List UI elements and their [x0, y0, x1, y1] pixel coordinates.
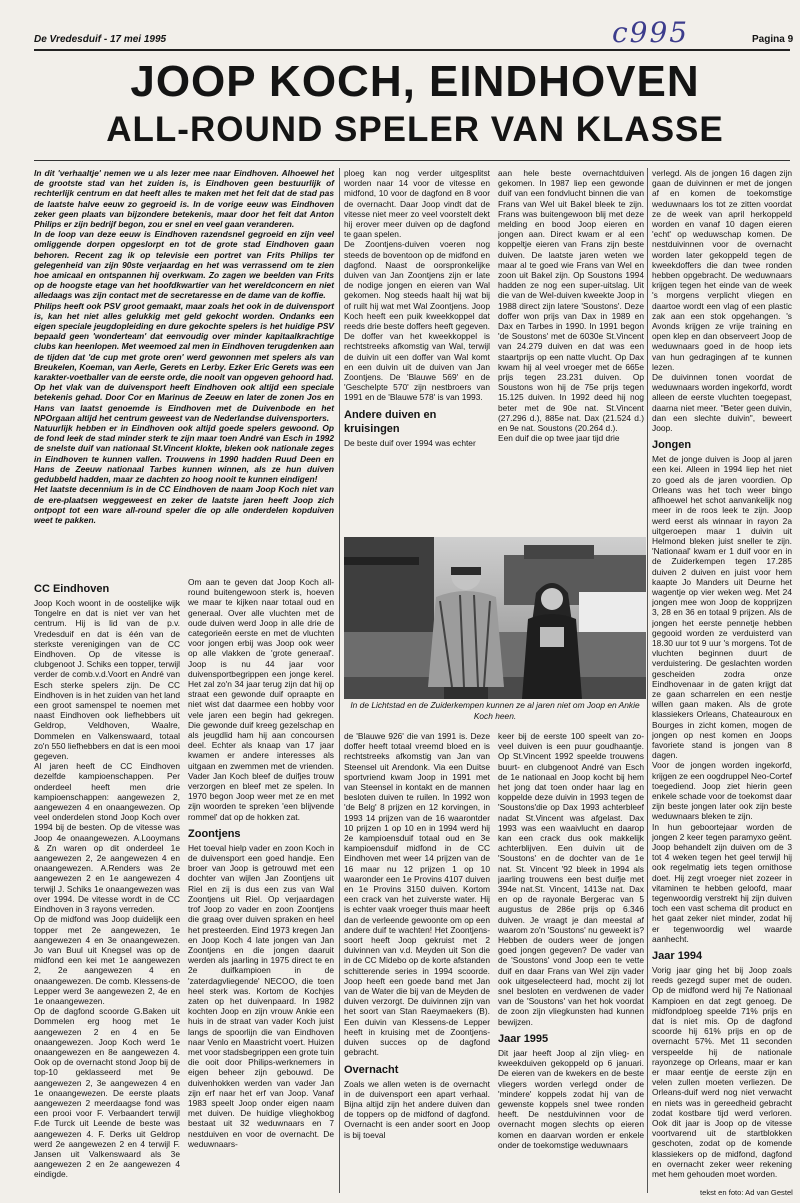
body-paragraph: Op de midfond was Joop duidelijk een topper met 2e aangewezen, 1e aangewezen 4 en 3e onaangewezen. Jo van Buul uit Knegsel was op de midfond een kei met 1e aangewezen 2, 2e aangewezen 4 en onaangewezen. De comb. Klessens-de Lepper werd 3e aangewezen 2, 4e en 1e onaangewezen.	[34, 914, 180, 1006]
body-paragraph: aan hele beste overnachtduiven gekomen. In 1987 liep een gewonde duif van een fondvlucht binnen die van Frans van Wel uit Bakel bleek te zijn. Frans was buitengewoon blij met deze melding en bood Joop eieren en jongen aan. Direct kwam er al een koppeltje eieren van Frans zijn beste duiven. De laatste jaren weten we maar al te goed wie Frans van Wel en zoon uit Bakel zijn. Op Soustons 1994 hadden ze nog een super-uitslag. Uit die van de Wel-duiven kweekte Joop in 1988 direct zijn latere 'Soustons'. Deze doffer won prijs van Dax in 1989 en Dax en Tarbes in 1990. In 1991 begon 'de Soustons' met de 6030e St.Vincent van 24.279 duiven en dat was een staartprijs op een natte vlucht. Op Dax kwam hij al veel vroeger met de 665e prijs tegen 23.231 duiven. Op Soustons won hij de 75e prijs tegen 15.125 duiven. In 1992 deed hij nog beter met de 90e nat. St.Vincent (27.296 d.), 885e nat. Dax (21.524 d.) en 9e nat. Soustons (20.264 d.).	[498, 168, 644, 434]
subheadline: ALL-ROUND SPELER VAN KLASSE	[106, 110, 724, 149]
body-paragraph: verlegd. Als de jongen 16 dagen zijn gaan de duivinnen er met de jongen af en komen de toekomstige weduwnaars los tot ze zitten voordat ze de week van april herkoppeld worden en vanaf 10 dagen eieren 'echt' op weduwschap komen. De nestduivinnen voor de overnacht worden later gekoppeld tegen de kweekdoffers die dan twee ronden hebben opgebracht. De weduwnaars krijgen tegen het einde van de week 's morgens verplicht vliegen en daartoe wordt een vlag of een plastic zak aan een stok opgehangen. 's Avonds krijgen ze vrije training en open klep en dan observeert Joop de weduwnaars goed in de hoop iets van hun gedragingen af te kunnen lezen.	[652, 168, 792, 372]
page-number: Pagina 9	[752, 34, 794, 45]
column-4	[498, 168, 644, 528]
header-rule	[34, 49, 790, 51]
body-paragraph: Een duif die op twee jaar tijd drie	[498, 433, 620, 444]
section-heading: CC Eindhoven	[34, 583, 110, 595]
body-paragraph: De beste duif over 1994 was echter	[344, 437, 476, 448]
body-paragraph: Het toeval hielp vader en zoon Koch in de duivensport een goed handje. Een broer van Joop is getrouwd met een dochter van wijlen Jan Zoontjens uit Riel en zij is dus een zus van Wal Zoontjens uit Riel. Op verjaardagen trof Joop zo vader en zoon Zoontjens die graag over duiven spraken en heel het presteerden. Eind 1973 kregen Jan en Joop Koch 4 late jongen van Jan Zoontjens en die jongen daaruit werden als jaarling in 1975 direct te en 2e duifkampioen in de 'zaterdagvliegende' NECOO, die toen heel sterk was. Kortom de Kochjes zaten op het duivenpaard. In 1982 kochten Joop en zijn vrouw Ankie een huis in de straat van vader Koch juist langs de spoorlijn die van Eindhoven naar Venlo en Maastricht voert. Huizen met voor stadsbegrippen een grote tuin die ooit door Philips-werknemers in eigen beheer zijn gebouwd. De duivenhokken werden van vader Jan zijn erf naar het erf van Joop. Vanaf 1983 speelt Joop onder eigen naam met duiven. De huidige vlieghokbog bestaat uit 32 weduwnaars en 7 nestduiven en voor de overnacht. De weduwnaars-	[188, 842, 334, 1149]
body-paragraph: Met de jonge duiven is Joop al jaren een kei. Alleen in 1994 liep het niet zo goed als de jaren voordien. Op Orleans was het toch weer bingo aflhoewel het schot aanvankelijk nog meer in de roos leek te zijn. Joop werd eerst als winnaar in rayon 2a uitgeroepen maar 1 duivin uit Helmond bleken juist sneller te zijn. 'Nationaal' kwam er 1 duif voor en in de Zuiderkempen tegen 17.285 duiven 2 duiven en juist voor hem kaapte Jo Manders uit Deurne het wagentje op vier weken weg. Met 24 jongen mee won Joop de kopprijzen 3, 28 en 36 en totaal 9 prijzen. Als de jongen het eerste pennetje hebben gegooid worden ze verduisterd van 18.30 uur tot 9 uur 's morgens. Tot de vluchten beginnen duurt de verduistering. De geslachten worden gescheiden zodra onze Eindhovenaar in de gaten krijgt dat ze gaan scharrelen en een nestje willen gaan maken. Als de grote klassiekers Orleans, Chateauroux en Bourges in zicht komen, mogen de jongen op nest komen en Joops favoriete stand is jongen van 8 dagen.	[652, 454, 792, 761]
intro-paragraph: Op het vlak van de duivensport heeft Eindhoven ook altijd een speciale betekenis gehad. Door Cor en Marinus de Zeeuw en later de zonen Jos en Hans van laatst genoemde is Eindhoven met de Duivenbode en het NPOrgaan altijd het centrum geweest van de Nederlandse duivensporters.	[34, 382, 334, 423]
body-paragraph: Vorig jaar ging het bij Joop zoals reeds gezegd super met de ouden. Op de midfond werd hij 7e Nationaal Kampioen en dat zegt genoeg. De midfondploeg speelde 71% prijs en dat is niet mis. Op de dagfond scoorde hij 61% prijs en op de overnacht 57%. Met 11 seconden verspeelde hij de nationale rayonzege op Orleans, maar er kan er maar eentje de eerste zijn en velen zullen moeten verliezen. De Orleans-duif werd nog niet verwacht en niets was in gereedheid gebracht zodat kostbare tijd werd verloren. Ook dit jaar is Joop op de vitesse voortvarend uit de startblokken geschoten, zodat op de komende klassiekers op de midfond, dagfond en overnacht zeker weer rekening met hem gehouden moet worden.	[652, 965, 792, 1180]
section-heading: Jaar 1995	[498, 1032, 549, 1045]
body-paragraph: Om aan te geven dat Joop Koch all-round buitengewoon sterk is, hoeven we maar te kijken naar totaal oud en generaal. Over alle vluchten met de oude duiven werd Joop in alle drie de categorieën eerste en met de vluchten voor jongen erbij was Joop ook weer op alle vlakken de 'grote generaal'. Joop is nu 44 jaar voor duivensportbegrippen een jonge kerel. Het zal zo'n 34 jaar terug zijn dat hij op straat een gewonde duif opraapte en niet wist dat daarmee een hobby voor vele jaren een begin had gekregen. Die gewonde duif kreeg gezelschap en als jeugdlid ham hij aan concoursen deel. Echter als knaap van 17 jaar kwamen er andere interesses als uitgaan en zwemmen met de vrienden. Vader Jan Koch bleef de duifjes trouw verzorgen en bleef met ze spelen. In 1970 begon Joop weer met ze en met zijn woorden te spreken 'een blijvende rommel' dat op de hokken zat.	[188, 577, 334, 822]
intro-block	[34, 168, 334, 525]
column-2	[188, 577, 334, 1197]
column-5	[652, 168, 792, 1193]
body-paragraph: Zoals we allen weten is de overnacht in de duivensport een apart verhaal. Bijna altijd zijn het andere duiven dan de toppers op de midfond of dagfond. Overnacht is een ander soort en Joop is bij toeval	[344, 1078, 490, 1140]
section-heading: Jaar 1994	[652, 950, 703, 963]
body-paragraph: De Zoontjens-duiven voeren nog steeds de boventoon op de midfond en dagfond. Naast de oorspronkelijke duiven van Jan Zoontjens zijn er late de nodige jongen en eieren van Wal gekomen. Nog steeds haalt hij wat bij of ruilt hij wat met Wal Zoontjens. Joop Koch heeft een puik kweekkoppel dat reeds drie beste doffers heeft gegeven. De doffer van het kweekkoppel is rechtstreeks afkomstig van Wal, terwijl de duivin uit een doffer van Wal komt en een duivin uit de duiven van Jan Zoontjens. De 'Blauwe 569' en de 'Geschelpte 570' zijn nestbroers van 1991 en de 'Blauwe 578' is van 1993.	[344, 239, 490, 403]
section-heading: Overnacht	[344, 1063, 399, 1076]
column-divider	[647, 168, 648, 1193]
handwritten-annotation: c995	[612, 16, 690, 49]
body-paragraph: In hun geboortejaar worden de jongen 2 keer tegen paramyxo geënt. Joop behandelt zijn duiven om de 3 tot 4 weken tegen het geel terwijl hij ook regelmatig iets tegen ornithose doet. Hij zegt vroeger niet zozeer in vitaminen te hebben geloofd, maar tegenwoordig verstrekt hij zijn duiven toch een vast schema dit product en het gaat zeker niet minder, zodat hij er tegenwoordig wel waarde aanhecht.	[652, 821, 792, 944]
intro-paragraph: Philips heeft ook PSV groot gemaakt, maar zoals het ook in de duivensport is, kan het niet alles gelukkig met geld gekocht worden. Ondanks een eigen speciale jeugdopleiding en dure gekochte spelers is het huidige PSV bepaald geen 'wonderteam' dat eenvoudig over minder kapitaalkrachtige clubs kan heenlopen. Met weemoed zal men in Eindhoven terugdenken aan de tijden dat 'de cup met grote oren' werd gewonnen met spelers als van Breukelen, Koeman, van Aerle, Gerets en Lerby. Ezker Eric Gerets was een karakter-voetballer van de eerste orde, die nooit van opgeven gehoord had.	[34, 300, 334, 383]
column-4-lower	[498, 731, 644, 1197]
section-heading: Andere duiven en kruisingen	[344, 408, 437, 435]
body-paragraph: keer bij de eerste 100 speelt van zo-veel duiven is een puur goudhaantje. Op St.Vincent 1992 speelde trouwens buurt- en clubgenoot André van Esch de 1e nationaal en Joop kocht bij hem het jong dat toen onder haar lag en koppelde deze duivin in 1993 tegen de 'Soustons'die op Dax 1993 achterbleef nadat St.Vincent was afgelast. Dax 1993 was een waaivlucht en daarop kan een crack dus ook makkelijk achterblijven. Een duivin uit de 'Soustons' en de dochter van de 1e nat. St. Vincent '92 bleek in 1994 als jaarling trouwens een best duifje met 394e nat.St. Vincent, 1413e nat. Dax en op de rayonale Bergerac van 5 augustus de 286e prijs op 6.346 duiven. Je vraagt je dan meestal af waarom zo'n 'Soustons' nu geweekt is? Hebben de ouders weer de jongen goed jongen gegeven? De vader van de 'Soustons' vond Joop een te vette duif en daar Frans van Wel zijn vader ook uitgeselecteerd had, mocht zij lot snel besloten en verdwenen de vader van de 'Soustons' van het hok voordat de zoon zijn vliegkunsten had kunnen bewijzen.	[498, 731, 644, 1027]
body-paragraph: Voor de jongen worden ingekorfd, krijgen ze een oogdruppel Neo-Cortef toegediend. Joop ziet hierin geen enkele schade voor de toekomst daar zijn beste jongen later ook zijn beste weduwnaars bleken te zijn.	[652, 760, 792, 822]
column-1	[34, 577, 180, 1197]
photo-caption: In de Lichtstad en de Zuiderkempen kunnen ze al jaren niet om Joop en Ankie Koch heen.	[350, 700, 640, 721]
intro-paragraph: In de loop van deze eeuw is Eindhoven razendsnel gegroeid en zijn veel omliggende dorpen opgeslorpt en tot de grote stad Eindhoven gaan behoren. Recent zag ik op televisie een portret van Frits Philips ter gelegenheid van zijn 90ste verjaardag en het was verrassend om te zien hoe amicaal en ontspannen hij overkwam. Zo zagen we beelden van Frits op de hoogste etage van het hoofdkwartier van het wereldconcern en niet alledaags was zijn contact met de secretaresse en de dame van de koffie.	[34, 229, 334, 301]
body-paragraph: de 'Blauwe 926' die van 1991 is. Deze doffer heeft totaal vreemd bloed en is rechtstreeks afkomstig van Jan van Steensel uit Arendonk. Via een Duitse sportvriend kwam Joop in 1991 met van Steensel in kontakt en de mannen besloten duiven te ruilen. In 1992 won 'de Belg' 8 prijzen en 12 korvingen, in 1993 14 prijzen van de 16 waarontder 10 prijzen 1 op 10 en in 1994 werd hij 2e kampioensduif totaal oud en 3e kampioensduif midfond in de CC Eindhoven met weer 14 prijzen van de 16 maar nu 12 prijzen 1 op 10 waaronder een 1e Provins 4107 duiven en 1e Provins 3150 duiven. Kortom een crack van het zuiverste water. Hij is echter vaak vroeger thuis maar heeft dan de verleende gewoonte om op een andere duif te wachten! Het Zoontjens-soort heeft Joop gekruist met 2 duivinnen van v.d. Meyden uit Son die in de CC Midebo op de korte afstanden schitterende series in 1994 scoorde. Joop heeft een goede band met Jan van de Water die bij van de Meyden de duiven verzorgt. De duivinnen zijn van het soort van Stan Raeymaekers (B). Een duivin van Klessens-de Lepper heeft in kruising met de Zoontjens-duiven succes op de dagfond gebracht.	[344, 731, 490, 1058]
body-paragraph: Op de dagfond scoorde G.Baken uit Dommelen erg hoog met 1e aangewezen 2 en 4 en 5e onaangewezen. Joop Koch werd 1e onaangewezen en 8e aangewezen 4. Ook op de overnacht stond Joop bij de top-10 geklasseerd met 9e aangewezen 2, 3e aangewezen 4 en 1e onaangewezen. De eerste plaats aangewezen 2 meerdaagse fond was een prooi voor F. Verbaandert terwijl F.de Turck uit Leende de beste was aangewezen 4. F. Derks uit Geldrop werd 2e aangewezen 2 en 4 terwijl F. Jansen uit Valkenswaard als 3e aangewezen 2 en 2e aangewezen 4 eindigde.	[34, 1006, 180, 1180]
author-credit: tekst en foto: Ad van Gestel	[700, 1188, 793, 1197]
section-heading: Zoontjens	[188, 827, 241, 840]
body-paragraph: Dit jaar heeft Joop al zijn vlieg- en kweekduiven gekoppeld op 6 januari. De eieren van de kwekers en de beste vliegers worden verlegd onder de 'mindere' koppels zodat hij van de gewenste koppels snel twee ronden heeft. De nestduivinnen voor de overnacht mogen slechts op eieren komen en daarvan worden er enkele onder de toekomstige weduwnaars	[498, 1047, 644, 1150]
photo	[344, 537, 646, 699]
column-divider	[339, 168, 340, 1193]
headline-rule	[34, 160, 790, 161]
intro-paragraph: Natuurlijk hebben er in Eindhoven ook altijd goede spelers gewoond. Op de fond leek de stad minder sterk te zijn maar toen André van Esch in 1992 de snelste duif van nationaal St.Vincent klokte, bleken ook nationale zeges in Eindhoven te kunnen vallen. Trouwens in 1990 hadden Ruud Deen en Hans de Zeeuw nationaal Tarbes kunnen winnen, als ze hun duiven gedubbeld hadden, maar ze dachten zo hoog nooit te kunnen eindigen!	[34, 423, 334, 485]
body-paragraph: Al jaren heeft de CC Eindhoven dezelfde kampioenschappen. Per onderdeel heeft men drie kampioenschappen: aangewezen 2, aangewezen 4 en onaangewezen. Op veel onderdelen stond Joop Koch over 1994 bij de besten. Op de vitesse was Joop 4e onaangewezen. A.Looymans & Zn waren op dit onderdeel 1e aangewezen 2, 2e aangewezen 4 en onaangewezen. A.Renders was 2e aangewezen 2 en 1e aangewezen 4 terwijl J. Schiks 1e onaangewezen was over 1994. De vitesse wordt in de CC Eindhoven in 3 rayons verreden.	[34, 761, 180, 915]
column-3	[344, 168, 490, 528]
body-paragraph: Joop Koch woont in de oostelijke wijk Tongelre en dat is niet ver van het centrum. Hij is lid van de p.v. Vredesduif en dat is één van de sterkste verenigingen van de CC Eindhoven. Op de vitesse is clubgenoot J. Schiks een topper, terwijl verder de comb.v.d.Voort en André van Esch sterke spelers zijn. De CC Eindhoven is in het zuiden van het land een groot samenspel te noemen met naast Eindhoven ook liefhebbers uit Geldrop, Veldhoven, Waalre, Dommelen en Valkenswaard, totaal zo'n 550 liefhebbers en dat is een mooi gegeven.	[34, 598, 180, 762]
intro-paragraph: In dit 'verhaaltje' nemen we u als lezer mee naar Eindhoven. Alhoewel het de grootste stad van het zuiden is, is Eindhoven geen bestuurlijk of rechterlijk centrum en dat heeft alles te maken met het feit dat de stad pas de laatste halve eeuw zo gegroeid is. In de vorige eeuw was Eindhoven zeker geen plaats van bijzondere betekenis, maar door het feit dat Anton Philips er zijn bedrijf begon, zou er snel en veel gaan veranderen.	[34, 168, 334, 230]
headline: JOOP KOCH, EINDHOVEN	[130, 57, 700, 106]
body-paragraph: ploeg kan nog verder uitgesplitst worden naar 14 voor de vitesse en midfond, 10 voor de dagfond en 8 voor de overnacht. Daar Joop vindt dat de vitesse niet meer zo veel voorstelt dekt hij erover meer duiven op de dagfond te gaan spelen.	[344, 168, 490, 240]
photo-image	[344, 537, 646, 699]
section-heading: Jongen	[652, 439, 692, 452]
intro-paragraph: Het laatste decennium is in de CC Eindhoven de naam Joop Koch niet van de ere-plaatsen weggeweest en zeker de laatste jaren heeft Joop zich ontpopt tot een ware all-round speler die op alle onderdelen kopduiven weet te pakken.	[34, 484, 334, 525]
publication-header: De Vredesduif - 17 mei 1995	[34, 34, 167, 45]
column-3-lower	[344, 731, 490, 1197]
body-paragraph: De duivinnen tonen voordat de weduwnaars worden ingekorfd, wordt alleen de eerste vluchten toegepast, daarna niet meer. "Beter geen duivin, dan een slechte duivin", beweert Joop.	[652, 372, 792, 434]
